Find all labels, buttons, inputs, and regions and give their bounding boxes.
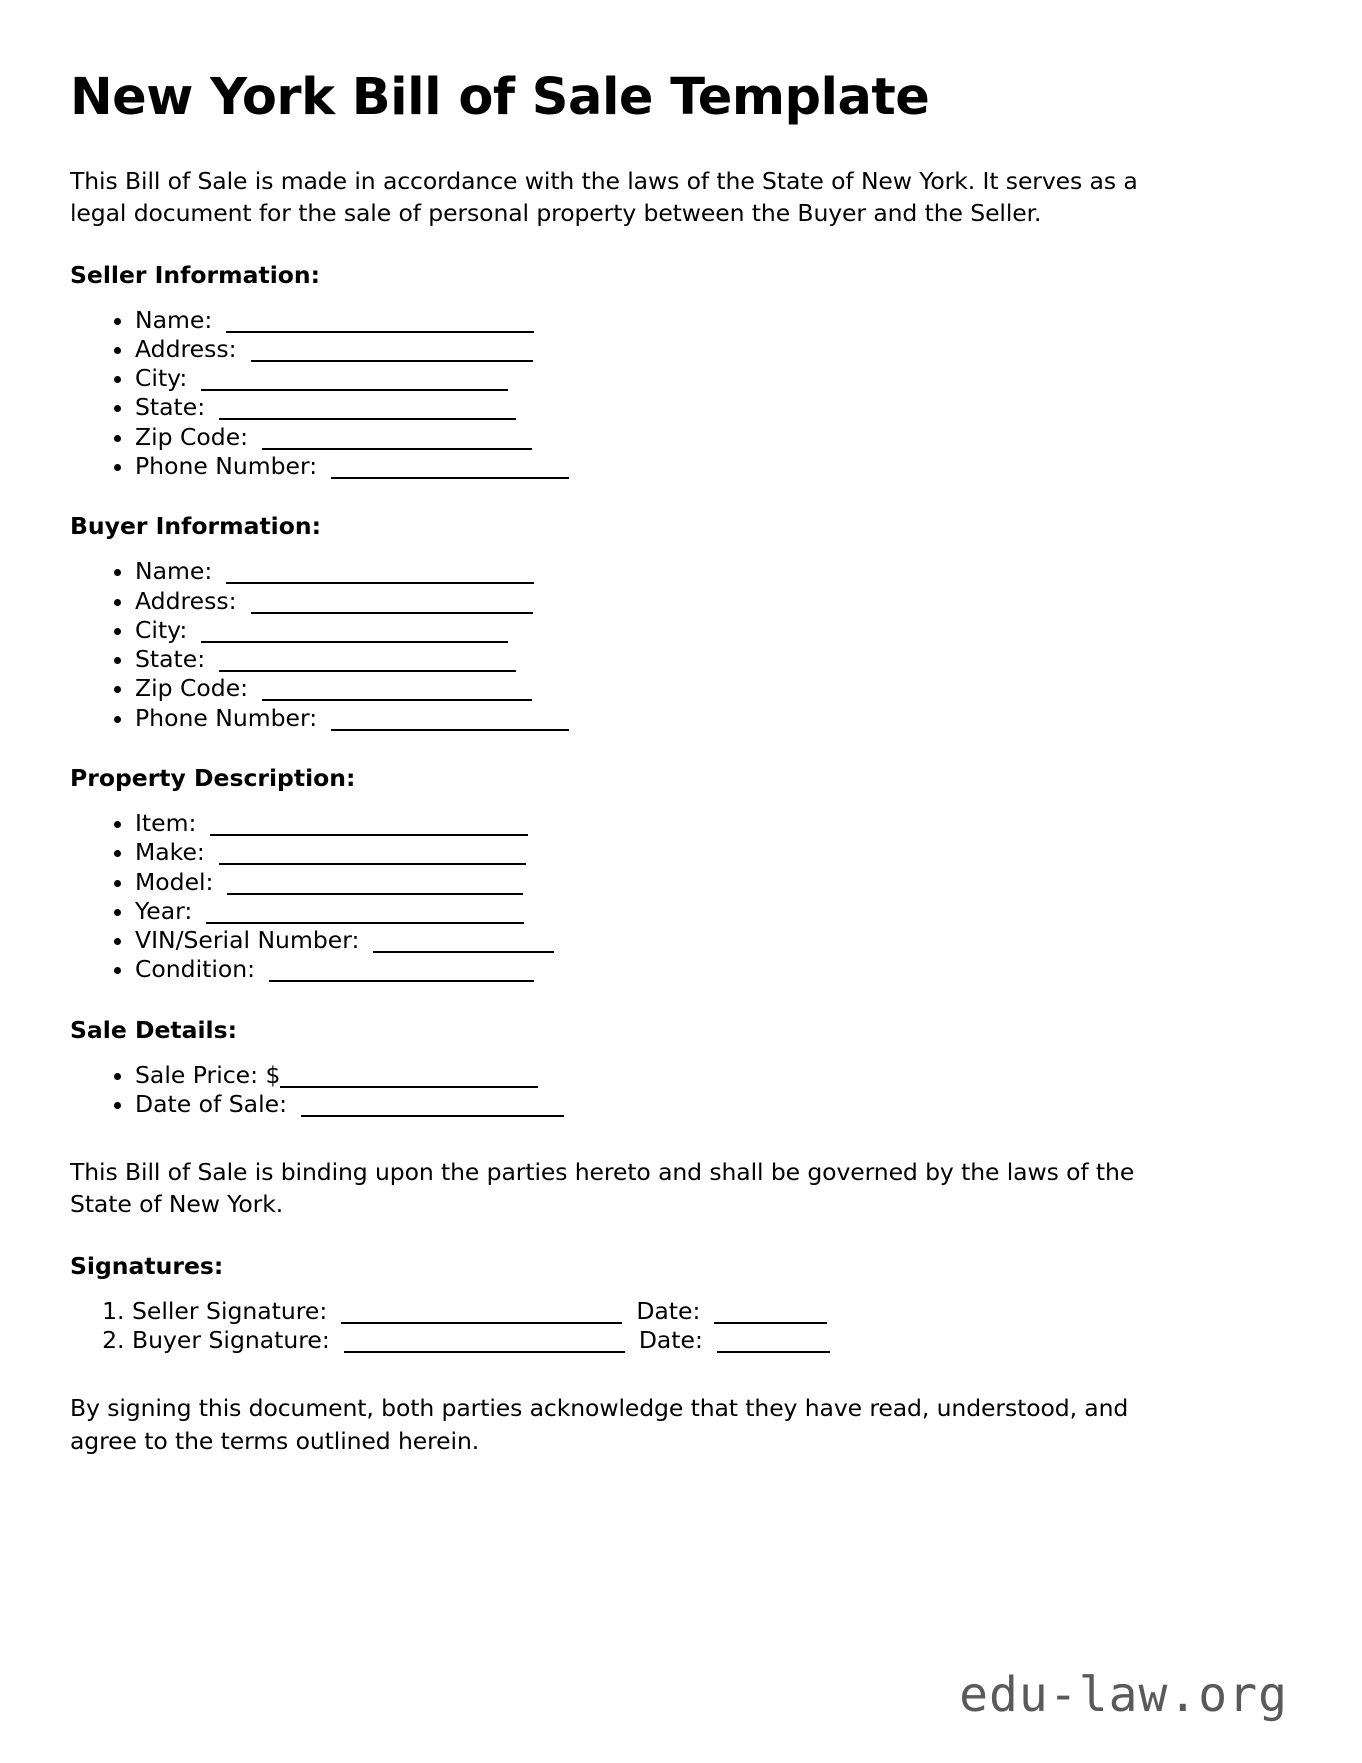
field-blank-line[interactable] <box>301 1115 564 1117</box>
field-label: Model: <box>135 867 214 896</box>
property-description-heading: Property Description: <box>70 763 356 792</box>
field-label: Name: <box>135 557 213 586</box>
intro-paragraph: This Bill of Sale is made in accordance with the laws of the State of New York. It serves as a legal document for the sale of personal property between the Buyer and the Seller. <box>70 167 1138 228</box>
field-label: Make: <box>135 838 205 867</box>
acknowledgement-paragraph: By signing this document, both parties acknowledge that they have read, understood, and agree to the terms outlined herein. <box>70 1394 1129 1455</box>
field-row <box>135 645 1292 674</box>
field-blank-line[interactable] <box>331 729 569 731</box>
field-blank-line[interactable] <box>226 331 534 333</box>
field-blank-line[interactable] <box>201 641 508 643</box>
field-label: Item: <box>135 809 197 838</box>
seller-information-fields <box>70 306 1292 482</box>
field-label: Condition: <box>135 955 256 984</box>
field-blank-line[interactable] <box>331 477 569 479</box>
field-label: VIN/Serial Number: <box>135 926 360 955</box>
buyer-information-fields <box>70 557 1292 733</box>
field-blank-line[interactable] <box>210 834 528 836</box>
date-blank-line[interactable] <box>714 1322 827 1324</box>
field-label: Address: <box>135 334 237 363</box>
field-row <box>135 704 1292 733</box>
field-blank-line[interactable] <box>201 389 508 391</box>
field-label: Date of Sale: <box>135 1090 287 1119</box>
field-row <box>135 587 1292 616</box>
binding-paragraph: This Bill of Sale is binding upon the parties hereto and shall be governed by the laws of the State of New York. <box>70 1158 1135 1219</box>
field-blank-line[interactable] <box>227 893 523 895</box>
field-row <box>135 452 1292 481</box>
field-label: Zip Code: <box>135 674 249 703</box>
field-blank-line[interactable] <box>262 448 532 450</box>
field-blank-line[interactable] <box>219 670 516 672</box>
field-label: Phone Number: <box>135 451 318 480</box>
field-label: Year: <box>135 896 193 925</box>
field-row <box>135 423 1292 452</box>
field-row <box>135 335 1292 364</box>
signature-label: Seller Signature: <box>132 1296 328 1325</box>
field-blank-line[interactable] <box>251 360 533 362</box>
field-label: Sale Price: $ <box>135 1060 281 1089</box>
signature-blank-line[interactable] <box>344 1351 625 1353</box>
sale-details-heading: Sale Details: <box>70 1015 237 1044</box>
field-row <box>135 809 1292 838</box>
field-blank-line[interactable] <box>206 922 524 924</box>
field-row <box>135 674 1292 703</box>
site-watermark: edu-law.org <box>959 1667 1288 1723</box>
field-blank-line[interactable] <box>219 863 526 865</box>
date-blank-line[interactable] <box>717 1351 830 1353</box>
signature-blank-line[interactable] <box>341 1322 622 1324</box>
field-row <box>135 1061 1292 1090</box>
field-blank-line[interactable] <box>262 699 532 701</box>
date-label: Date: <box>636 1296 701 1325</box>
property-description-fields <box>70 809 1292 985</box>
field-row <box>135 868 1292 897</box>
field-row <box>135 955 1292 984</box>
field-row <box>135 393 1292 422</box>
field-blank-line[interactable] <box>280 1086 538 1088</box>
field-label: Zip Code: <box>135 422 249 451</box>
buyer-information-heading: Buyer Information: <box>70 512 322 541</box>
field-blank-line[interactable] <box>219 418 516 420</box>
field-blank-line[interactable] <box>269 980 534 982</box>
field-label: State: <box>135 645 206 674</box>
field-label: Phone Number: <box>135 703 318 732</box>
field-row <box>135 616 1292 645</box>
field-row <box>135 926 1292 955</box>
signature-label: Buyer Signature: <box>132 1326 330 1355</box>
field-label: City: <box>135 364 188 393</box>
sale-details-fields <box>70 1061 1292 1120</box>
field-row <box>135 364 1292 393</box>
field-label: City: <box>135 615 188 644</box>
signature-row <box>132 1297 1292 1326</box>
field-label: Address: <box>135 586 237 615</box>
signature-row <box>132 1326 1292 1355</box>
field-row <box>135 838 1292 867</box>
field-label: Name: <box>135 305 213 334</box>
field-row <box>135 306 1292 335</box>
field-blank-line[interactable] <box>226 582 534 584</box>
field-row <box>135 557 1292 586</box>
field-row <box>135 1090 1292 1119</box>
date-label: Date: <box>638 1326 703 1355</box>
field-label: State: <box>135 393 206 422</box>
signature-rows <box>70 1297 1292 1356</box>
seller-information-heading: Seller Information: <box>70 260 321 289</box>
page-title: New York Bill of Sale Template <box>70 68 930 127</box>
field-blank-line[interactable] <box>373 951 554 953</box>
field-blank-line[interactable] <box>251 612 533 614</box>
field-row <box>135 897 1292 926</box>
signatures-heading: Signatures: <box>70 1251 224 1280</box>
